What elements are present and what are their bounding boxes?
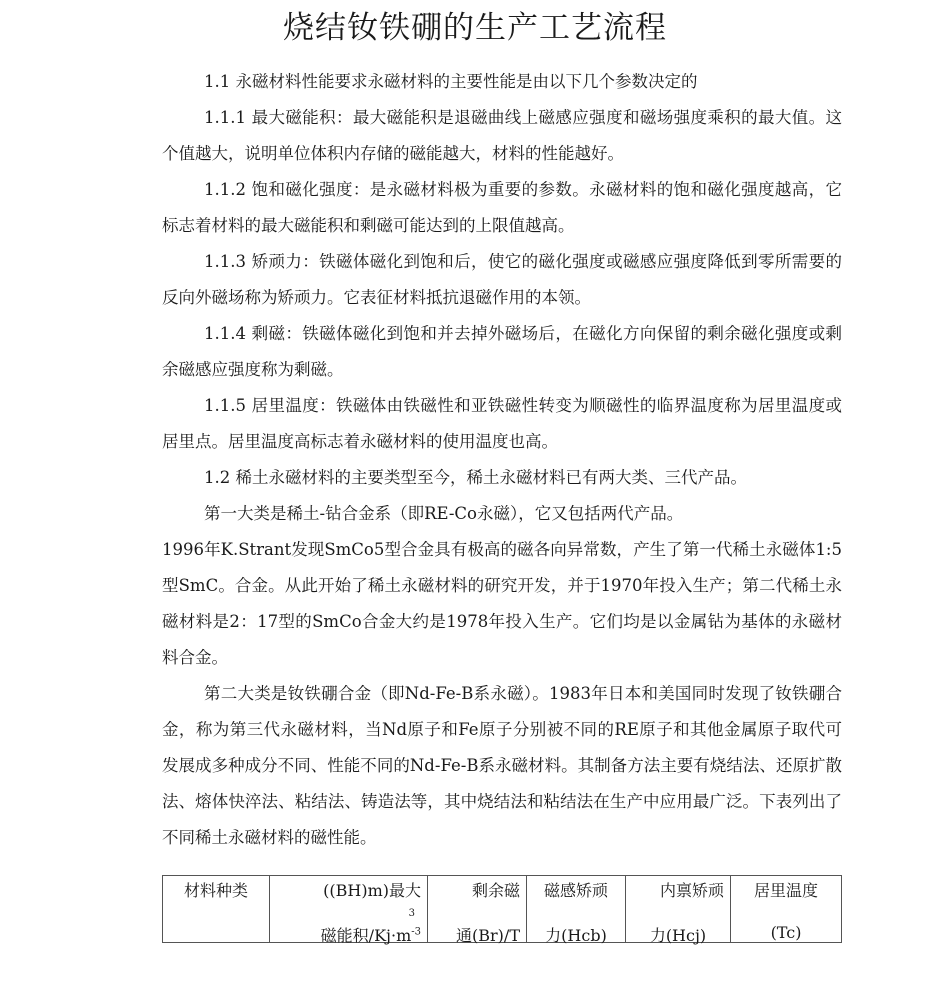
paragraph-second-category: 第二大类是钕铁硼合金（即Nd-Fe-B系永磁）。1983年日本和美国同时发现了钕铁硼合金，称为第三代永磁材料，当Nd原子和Fe原子分别被不同的RE原子和其他金属原子取代可发展成多种成分不同、性能不同的Nd-Fe-B系永磁材料。其制备方法主要有烧结法、还原扩散法、熔体快淬法、粘结法、铸造法等，其中烧结法和粘结法在生产中应用最广泛。下表列出了不同稀土永磁材料的磁性能。 (162, 684, 842, 847)
header-max-energy-product (270, 876, 428, 943)
header-unit-exponent-top: 3 (408, 908, 415, 919)
paragraph-1-1-5: 1.1.5 居里温度：铁磁体由铁磁性和亚铁磁性转变为顺磁性的临界温度称为居里温度或居里点。居里温度高标志着永磁材料的使用温度也高。 (162, 396, 842, 451)
header-coercivity-hcb: 磁感矫顽 力(Hcb) (527, 876, 626, 943)
paragraph-1-2: 1.2 稀土永磁材料的主要类型至今，稀土永磁材料已有两大类、三代产品。 (204, 468, 747, 487)
magnetic-properties-table (162, 875, 842, 943)
paragraph-1-1-3: 1.1.3 矫顽力：铁磁体磁化到饱和后，使它的磁化强度或磁感应强度降低到零所需要的反向外磁场称为矫顽力。它表征材料抵抗退磁作用的本领。 (162, 252, 842, 307)
paragraph-smco-history: 1996年K.Strant发现SmCo5型合金具有极高的磁各向异常数，产生了第一代稀土永磁体1:5型SmC。合金。从此开始了稀土永磁材料的研究开发，并于1970年投入生产；第二代稀土永磁材料是2：17型的SmCo合金大约是1978年投入生产。它们均是以金属钻为基体的永磁材料合金。 (162, 540, 842, 667)
document-body (162, 64, 842, 856)
paragraph-1-1-4: 1.1.4 剩磁：铁磁体磁化到饱和并去掉外磁场后，在磁化方向保留的剩余磁化强度或剩余磁感应强度称为剩磁。 (162, 324, 842, 379)
header-max-energy-product-line2: 磁能积$/Kj\cdot m^{-3}$ (320, 926, 421, 945)
header-remanence: 剩余磁 通(Br)/T (428, 876, 527, 943)
paragraph-1-1: 1.1 永磁材料性能要求永磁材料的主要性能是由以下几个参数决定的 (204, 72, 698, 91)
header-max-energy-product-line1: ((BH)m)最大 (323, 881, 421, 900)
document-title: 烧结钕铁硼的生产工艺流程 (283, 10, 667, 46)
paragraph-1-1-2: 1.1.2 饱和磁化强度：是永磁材料极为重要的参数。永磁材料的饱和磁化强度越高，它标志着材料的最大磁能积和剩磁可能达到的上限值越高。 (162, 180, 842, 235)
paragraph-first-category: 第一大类是稀土-钻合金系（即RE-Co永磁），它又包括两代产品。 (204, 504, 684, 523)
header-material-type: 材料种类 (163, 876, 270, 943)
header-intrinsic-coercivity-hcj: 内禀矫顽 力(Hcj) (626, 876, 731, 943)
paragraph-1-1-1: 1.1.1 最大磁能积：最大磁能积是退磁曲线上磁感应强度和磁场强度乘积的最大值。这个值越大，说明单位体积内存储的磁能越大，材料的性能越好。 (162, 108, 842, 163)
header-curie-temperature: 居里温度 (Tc) (731, 876, 842, 943)
table-header-row (163, 876, 842, 943)
